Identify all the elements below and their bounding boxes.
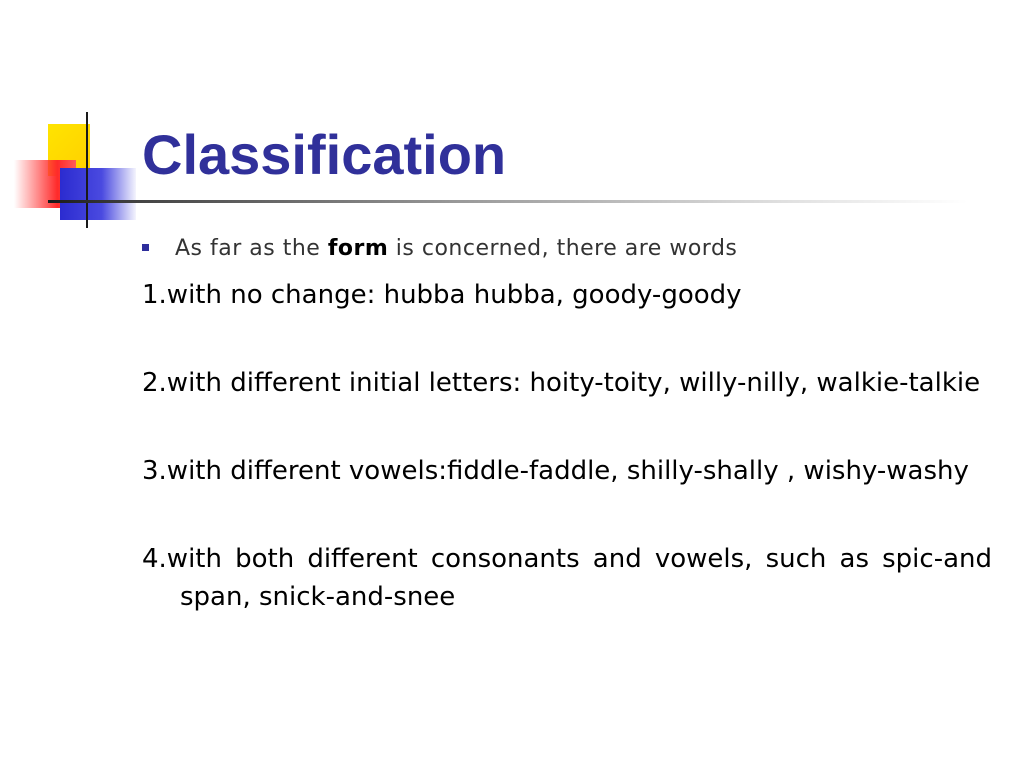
title-decoration [0, 0, 140, 240]
title-underline [48, 200, 968, 203]
bullet-text-suffix: is concerned, there are words [395, 236, 738, 261]
bullet-text-emphasis: form [327, 236, 389, 261]
slide-title: Classification [142, 123, 507, 186]
list-item: 4.with both different consonants and vowels, such as spic-and span, snick-and-snee [142, 544, 992, 612]
list-item: 1.with no change: hubba hubba, goody-goody [142, 280, 742, 310]
square-bullet-icon [142, 244, 149, 251]
classification-list [142, 276, 992, 616]
blue-square-decoration [60, 168, 136, 220]
list-item: 2.with different initial letters: hoity-toity, willy-nilly, walkie-talkie [142, 368, 981, 398]
bullet-line [142, 236, 737, 261]
list-item: 3.with different vowels:fiddle-faddle, shilly-shally , wishy-washy [142, 456, 969, 486]
bullet-text-prefix: As far as the [175, 236, 321, 261]
vertical-rule [86, 112, 88, 228]
